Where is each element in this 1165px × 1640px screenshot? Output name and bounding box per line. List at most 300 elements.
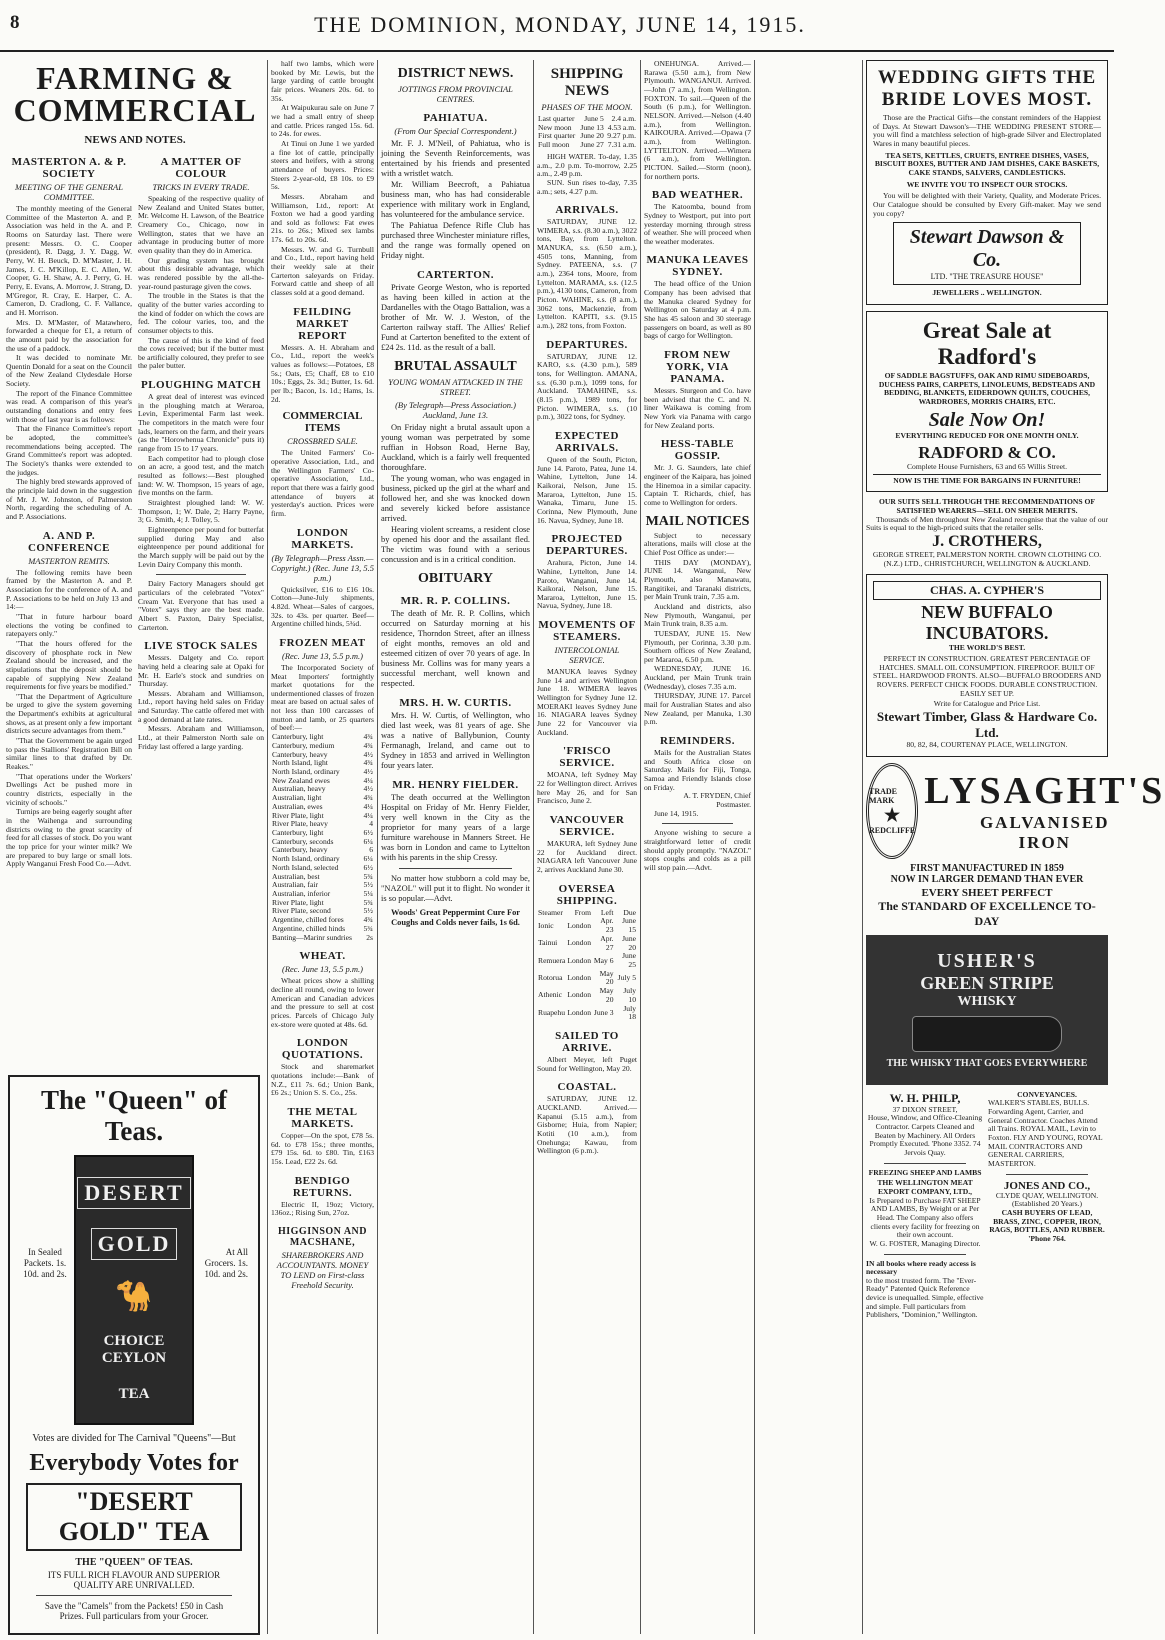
table-cell: June 15 xyxy=(622,916,636,935)
table-cell: 5½ xyxy=(363,906,373,916)
article-body: Albert Meyer, left Puget Sound for Wellington, May 20. xyxy=(537,1054,637,1073)
table-cell: Ruapehu xyxy=(538,1007,565,1017)
whisky-bottle-icon xyxy=(912,1016,1062,1052)
article-title: SAILED TO ARRIVE. xyxy=(555,1029,619,1054)
table-cell: May 20 xyxy=(599,986,614,1004)
classified-right xyxy=(988,1091,1106,1320)
paragraph: Our grading system has brought about this desirable advantage, which was rendered possible by the all-the-year-round pasturage given the cows. xyxy=(138,255,264,291)
article-body: MOANA, left Sydney May 22 for Wellington direct. Arrives here May 26, and for San Francisco, June 2. xyxy=(537,770,637,806)
lysaght-claims xyxy=(866,863,1108,929)
tea-ad-left-note: In Sealed Packets. 1s. 10d. and 2s. xyxy=(23,1247,67,1279)
logo-text: Stewart Dawson & Co. xyxy=(909,226,1065,272)
section-title: SHIPPING NEWS xyxy=(550,66,624,99)
ad-address: Complete House Furnishers, 63 and 65 Willis Street. xyxy=(906,462,1068,472)
article-body xyxy=(381,139,530,261)
table-cell: Argentine, chilled hinds xyxy=(272,923,346,933)
article-body: Mails for the Australian States and South Africa close on Saturday. Mails for Fiji, Tonga, Samoa and Friendly Islands close on Friday. xyxy=(644,748,751,792)
ad-brand: USHER'S xyxy=(937,950,1037,973)
article-body: Messrs. Sturgeon and Co. have been advised that the C. and N. liner Waikawa is coming from New York via Panama with cargo for New Zealand ports. xyxy=(644,386,751,430)
table-cell: 2.4 a.m. xyxy=(611,114,636,123)
ad-footer: NOW IS THE TIME FOR BARGAINS IN FURNITURE! xyxy=(873,474,1101,486)
shipping-mail-column xyxy=(644,60,751,1634)
paragraph: half two lambs, which were booked by Mr. Lewis, but the large yarding of cattle brought fair prices. Weaners 20s. 6d. to 35s. xyxy=(271,59,374,103)
article-title: FEILDING MARKET REPORT xyxy=(293,305,352,342)
table-cell: 5½ xyxy=(363,880,373,890)
article-body: Queen of the South, Picton, June 14. Paroto, Patea, June 14. Wahine, Lyttelton, June 14. Kaikorai, Nelson, June 15. Mararoa, Lyttelton, June 15. Wanaka, Timaru, June 15. Corinna, New Plymouth, June 16. Navua, Sydney, June 18. xyxy=(537,454,637,525)
article-body xyxy=(381,423,530,565)
paragraph: THIS DAY (MONDAY), JUNE 14. Wanganui, New Plymouth, also Manawatu, Rangitikei, and Taranaki districts, per Main Trunk train, 7.35 a.m. xyxy=(644,557,751,602)
tea-ad-everybody: Everybody Votes for xyxy=(29,1450,239,1476)
frozen-meat-table xyxy=(271,733,374,942)
table-cell: Remuera xyxy=(538,955,566,965)
buffalo-incubators-ad xyxy=(866,574,1108,756)
article-title: BRUTAL ASSAULT xyxy=(394,359,517,374)
table-cell: Australian, light xyxy=(272,793,322,803)
table-cell: 6¼ xyxy=(363,836,373,846)
article-body xyxy=(644,532,751,727)
packet-word: DESERT xyxy=(77,1177,190,1209)
table-cell: 2s xyxy=(366,932,373,942)
article-title: ARRIVALS. xyxy=(555,204,619,217)
table-cell: Full moon xyxy=(538,140,570,150)
telegraph-note: (By Telegraph—Press Association.) Auckland, June 13. xyxy=(395,400,516,420)
table-cell: Last quarter xyxy=(538,114,575,123)
ad-top: CHAS. A. CYPHER'S xyxy=(873,581,1101,600)
ad-address: 37 DIXON STREET, xyxy=(892,1104,958,1114)
ad-signature: W. G. FOSTER, Managing Director. xyxy=(869,1238,981,1248)
article-body: Quicksilver, £16 to £16 10s. Cotton—June-July shipments, 4.82d. Wheat—Sales of cargoes, 32s. to 43s. per quarter. Beef—Argentine chilled hinds, 5¾d. xyxy=(271,584,374,629)
article-title: VANCOUVER SERVICE. xyxy=(549,814,625,838)
article-body: The death occurred at the Wellington Hospital on Friday of Mr. Henry Fielder, very well known in the City as the proprietor for many years of a large furniture warehouse in Manners Street. He was born in London and came to Lyttelton with his parents in the ship Cressy. xyxy=(381,793,530,862)
ad-firm: THE WELLINGTON MEAT EXPORT COMPANY, LTD., xyxy=(877,1178,973,1196)
table-cell: Apr. 23 xyxy=(600,916,614,935)
table-row xyxy=(537,141,637,150)
table-cell: Canterbury, medium xyxy=(272,740,335,750)
article-title: THE METAL MARKETS. xyxy=(287,1105,358,1130)
oversea-shipping-table xyxy=(537,909,637,1022)
stewart-dawson-logo xyxy=(893,222,1081,285)
ad-firm: W. H. PHILP, xyxy=(889,1090,961,1105)
article-body: MAKURA, left Sydney June 22 for Auckland direct. NIAGARA left Vancouver June 2, arrives Auckland June 30. xyxy=(537,839,637,874)
page-number: 8 xyxy=(10,12,20,33)
paragraph: Eighteenpence per pound for butterfat supplied during May and also eighteenpence per pound additional for the March supply will be paid out by the Levin Dairy Company this month. xyxy=(138,524,264,569)
article-title: MAIL NOTICES xyxy=(645,513,750,529)
article-subtitle: PHASES OF THE MOON. xyxy=(541,102,633,112)
obituary-name: MR. R. P. COLLINS. xyxy=(400,595,511,607)
ad-line: EVERY SHEET PERFECT xyxy=(921,886,1053,899)
paragraph: "That the Government be again urged to pass the Stallions' Registration Bill on similar lines to that drafted by Dr. Reakes." xyxy=(6,736,132,772)
paragraph: The highly bred stewards approved of the principle laid down in the suggestion of Mr. J. W. Johnston, of Palmerston North, regarding the scheduling of A. and P. Associations. xyxy=(6,477,132,521)
desert-gold-tea-ad xyxy=(8,1075,260,1635)
article-title: DEPARTURES. xyxy=(546,338,628,351)
ad-headline: FREEZING SHEEP AND LAMBS xyxy=(868,1167,982,1177)
paragraph: Subject to necessary alterations, mails will close at the Chief Post Office as under:— xyxy=(644,530,751,557)
table-cell: 5¾ xyxy=(363,923,373,933)
ad-firm: JONES AND CO., xyxy=(1003,1179,1091,1192)
tea-ad-tagline: THE "QUEEN" OF TEAS. xyxy=(75,1557,193,1568)
table-cell: London xyxy=(567,1007,592,1017)
article-subtitle: (Rec. June 13, 5.5 p.m.) xyxy=(282,650,363,661)
article-body: Mr. J. G. Saunders, late chief engineer of the Kaipara, has joined the Hinemoa in a similar capacity. Captain T. Richards, chief, has come to Wellington for orders. xyxy=(644,463,751,507)
packet-word: TEA xyxy=(118,1386,150,1403)
classified-left xyxy=(866,1091,984,1320)
paragraph: WEDNESDAY, JUNE 16. Auckland, per Main Trunk train (Wednesday), closes 7.35 a.m. xyxy=(644,664,751,691)
table-row xyxy=(537,1005,637,1022)
table-cell: Athenic xyxy=(538,990,563,1000)
advertisement-text: Woods' Great Peppermint Cure For Coughs and Colds never fails, 1s 6d. xyxy=(390,908,521,927)
table-cell: July 18 xyxy=(623,1003,636,1022)
paragraph: Auckland and districts, also New Plymouth, Wanganui, per Main Trunk train, 8.35 a.m. xyxy=(644,601,751,629)
ad-body: WALKER'S STABLES, BULLS. Forwarding Agent, Carrier, and General Contractor. Coaches Attend all Trains. ROYAL MAIL, Levin to Foxton. FLY AND YOUNG, ROYAL MAIL CONTRACTORS AND GENERAL CARRIERS, MASTERTON. xyxy=(988,1098,1103,1168)
paragraph: The Pahiatua Defence Rifle Club has purchased three Winchester miniature rifles, and the range was formally opened on Friday night. xyxy=(381,221,530,260)
table-cell: River Plate, second xyxy=(272,906,331,916)
table-cell: July 5 xyxy=(617,973,636,983)
market-reports-column xyxy=(271,60,374,1634)
table-cell: Australian, ewes xyxy=(272,801,323,811)
article-title: A MATTER OF COLOUR xyxy=(160,156,242,180)
table-cell: Canterbury, heavy xyxy=(272,749,328,759)
article-body: Messrs. A. H. Abraham and Co., Ltd., report the week's values as follows:—Potatoes, £8 5s.; Oats, £5; Chaff, £8 to £10 10s.; Eggs, 2s. 3d.; Butter, 1s. 6d. per lb.; Bacon, 1s. 1d.; Hams, 1s. 2d. xyxy=(271,342,374,404)
paragraph: Messrs. W. and G. Turnbull and Co., Ltd., report having held their weekly sale at their Carterton saleyards on Friday. Forward cattle and sheep of all classes sold at a good demand. xyxy=(271,244,374,298)
ad-call: Write for Catalogue and Price List. xyxy=(933,699,1041,709)
table-cell: 4½ xyxy=(363,766,373,776)
article-title: LIVE STOCK SALES xyxy=(144,640,258,653)
article-title: EXPECTED ARRIVALS. xyxy=(555,429,619,454)
farming-section xyxy=(6,60,264,1060)
table-cell: North Island, ordinary xyxy=(272,766,340,776)
ad-items: TEA SETS, KETTLES, CRUETS, ENTREE DISHES, VASES, BISCUIT BOXES, BUTTER AND JAM DISHES, CAKE BASKETS, CAKE STANDS, SALVERS, CANDLESTICKS. xyxy=(874,150,1100,177)
logo-sub: LTD. "THE TREASURE HOUSE" xyxy=(930,272,1044,282)
ad-subhead: IRON xyxy=(1018,832,1071,852)
advertisement-text: Anyone wishing to secure a straightforward letter of credit should apply promptly. "NAZOL" stops coughs and colds as a pill will stop pain.—Advt. xyxy=(644,828,751,872)
paragraph: "That the Department of Agriculture be urged to give the system governing the Department's exhibits at agricultural shows, as at present only a few important districts secure advantages from them." xyxy=(6,691,132,736)
section-title: FARMING & COMMERCIAL xyxy=(13,60,257,128)
article-body: The Incorporated Society of Meat Importers' fortnightly market quotations for the undermentioned classes of frozen meat are based on actual sales of not less than 100 carcasses of mutton and lamb, or 25 quarters of beef:— xyxy=(271,662,374,733)
table-cell: London xyxy=(567,938,592,948)
table-cell: 4 xyxy=(369,819,373,829)
table-cell: Ionic xyxy=(538,920,554,930)
paragraph: "That in future harbour board elections the voting be confined to ratepayers only." xyxy=(6,611,132,639)
farming-columns xyxy=(6,148,264,870)
table-cell: 4¾ xyxy=(363,732,373,742)
column-rule xyxy=(533,60,534,1634)
article-body xyxy=(138,195,264,371)
table-cell: 6¼ xyxy=(363,854,373,864)
article-title: 'FRISCO SERVICE. xyxy=(559,745,615,770)
table-cell: June 27 xyxy=(580,140,604,150)
table-cell: 4¼ xyxy=(363,775,373,785)
table-cell: 5¾ xyxy=(363,897,373,907)
ad-items: OF SADDLE BAGSTUFFS, OAK AND RIMU SIDEBOARDS, DUCHESS PAIRS, CARPETS, LINOLEUMS, BEDSTEADS AND BEDDING, BLANKETS, EIDERDOWN QUILTS, COUCHES, WARDROBES, MORRIS CHAIRS, ETC. xyxy=(878,370,1096,406)
ad-invite: WE INVITE YOU TO INSPECT OUR STOCKS. xyxy=(906,179,1068,189)
camel-icon: 🐪 xyxy=(115,1279,153,1313)
table-cell: 4¼ xyxy=(363,810,373,820)
table-row xyxy=(537,987,637,1004)
divider xyxy=(399,868,512,869)
paragraph: It was decided to nominate Mr. Quentin Donald for a seat on the Council of the New Zealand Clydesdale Horse Society. xyxy=(6,353,132,389)
paragraph: The report of the Finance Committee was read. A comparison of this year's outstanding donations and entry fees with those of last year is as follows: xyxy=(6,388,132,424)
article-body: ONEHUNGA. Arrived.—Rarawa (5.50 a.m.), from New Plymouth. WANGANUI. Arrived.—John (7 a.m.), from Wellington. FOXTON. To sail.—Queen of the South (6 p.m.), for Wellington. NELSON. Arrived.—Nelson (4.40 a.m.), from Wellington. KAIKOURA. Arrived.—Opawa (7 a.m.), from Wellington. LYTTELTON. Arrived.—Wimera (6 a.m.), from Wellington. PICTON. Sailed.—Storm (noon), for northern ports. xyxy=(644,59,751,181)
article-subtitle: (By Telegraph—Press Assn.—Copyright.) (Rec. June 13, 5.5 p.m.) xyxy=(271,552,374,583)
divider xyxy=(1006,1174,1088,1175)
table-cell: North Island, selected xyxy=(272,862,339,872)
table-row xyxy=(537,935,637,952)
table-cell: New moon xyxy=(538,122,572,132)
paragraph: Each competitor had to plough close on an acre, a good test, and the match resulted as follows:—Best ploughed land: W. W. Thompson, 15 years of age, five months on the farm. xyxy=(138,453,264,498)
table-cell: Argentine, chilled fores xyxy=(272,915,344,925)
ad-location: JEWELLERS .. WELLINGTON. xyxy=(932,288,1042,298)
table-cell: 4¾ xyxy=(363,793,373,803)
paragraph: Hearing violent screams, a resident close by opened his door and the assailant fled. The victim was found with a serious concussion and is in a critical condition. xyxy=(381,525,530,564)
obituary-name: MR. HENRY FIELDER. xyxy=(392,779,519,791)
seal-text: TRADE MARK xyxy=(869,786,898,805)
paragraph: "That operations under the Workers' Dwellings Act be pushed more in country districts, especially in the vicinity of schools." xyxy=(6,771,132,807)
ad-body: CASH BUYERS OF LEAD, BRASS, ZINC, COPPER, IRON, RAGS, BOTTLES, AND RUBBER. 'Phone 764. xyxy=(989,1207,1105,1243)
table-row xyxy=(537,970,637,987)
table-cell: June 20 xyxy=(622,933,636,952)
date-line: June 14, 1915. xyxy=(654,808,699,818)
article-title: MASTERTON A. & P. SOCIETY xyxy=(11,156,127,180)
table-cell: Australian, heavy xyxy=(272,784,326,794)
ad-subhead: GALVANISED xyxy=(979,812,1110,832)
ad-firm: J. CROTHERS, xyxy=(932,533,1042,551)
wedding-gifts-ad xyxy=(866,60,1108,305)
article-title: COASTAL. xyxy=(557,1081,617,1094)
paragraph: Messrs. Abraham and Williamson, Ltd., report having held sales on Friday and Saturday. The cattle offered met with a good demand at late rates. xyxy=(138,688,264,724)
table-cell: From xyxy=(574,907,592,917)
ad-line: FIRST MANUFACTURED IN 1859 xyxy=(910,862,1064,874)
classified-ads xyxy=(866,1091,1108,1320)
article-body: Copper—On the spot, £78 5s. 6d. to £78 15s.; three months, £79 15s. 6d. to £80. Tin, £163 15s. Lead, £22 2s. 6d. xyxy=(271,1130,374,1166)
table-cell: Apr. 27 xyxy=(600,933,614,952)
table-cell: River Plate, light xyxy=(272,897,324,907)
tea-packet-image xyxy=(74,1155,194,1425)
table-cell: Australian, fair xyxy=(272,880,318,890)
article-title: LONDON QUOTATIONS. xyxy=(281,1037,364,1062)
paragraph: At Tinui on June 1 we yarded a fine lot of cattle, principally steers and heifers, with a strong attendance of buyers. Prices: Steers 2-year-old, £8 10s. to £9 5s. xyxy=(271,138,374,192)
advertisement-text: No matter how stubborn a cold may be, "NAZOL" will put it to flight. No wonder it is so popular.—Advt. xyxy=(381,874,530,903)
table-cell: 5¾ xyxy=(363,871,373,881)
correspondent-note: (From Our Special Correspondent.) xyxy=(394,126,517,136)
ad-body: PERFECT IN CONSTRUCTION. GREATEST PERCENTAGE OF HATCHES. SMALL OIL CONSUMPTION. FIREPROOF. BUILT OF STEEL. HARDWOOD FRONTS. ALSO—BUFFALO BROODERS AND ROVERS. PERFECT CHICK FOODS. DURABLE CONSTRUCTION. EASILY SET UP. xyxy=(873,654,1101,698)
ad-subhead: THE WORLD'S BEST. xyxy=(948,643,1026,653)
table-cell: River Plate, light xyxy=(272,810,324,820)
divider xyxy=(662,823,733,824)
table-cell: Canterbury, heavy xyxy=(272,845,328,855)
table-cell: 4¼ xyxy=(363,801,373,811)
article-body: Stock and sharemarket quotations include:—Bank of N.Z., £11 7s. 6d.; Union Bank, £6 2s.; Union S. S. Co., 25s. xyxy=(271,1062,374,1098)
divider xyxy=(884,1254,966,1255)
table-cell: 5¼ xyxy=(363,889,373,899)
lysaght-title-block xyxy=(924,769,1165,853)
article-title: OBITUARY xyxy=(418,571,493,586)
table-cell: London xyxy=(567,990,592,1000)
lysaght-ad xyxy=(866,763,1165,859)
ad-body: You will be delighted with their Variety, Quality, and Moderate Prices. Our Catalogue should be consulted by Every Gift-maker. May we send you copy? xyxy=(873,191,1101,218)
article-title: COMMERCIAL ITEMS xyxy=(282,410,363,435)
table-cell: 4¾ xyxy=(363,740,373,750)
article-title: MOVEMENTS OF STEAMERS. xyxy=(538,619,636,644)
radford-sale-ad xyxy=(866,311,1108,493)
article-subtitle: YOUNG WOMAN ATTACKED IN THE STREET. xyxy=(388,377,523,397)
signature: A. T. FRYDEN, Chief Postmaster. xyxy=(683,791,751,809)
tea-ad-tagline: ITS FULL RICH FLAVOUR AND SUPERIOR QUALITY ARE UNRIVALLED. xyxy=(47,1570,221,1590)
table-row xyxy=(537,917,637,934)
paragraph: THURSDAY, JUNE 17. Parcel mail for Australian States and also New Zealand, per Manuka, 1.30 p.m. xyxy=(644,691,751,727)
table-cell: New Zealand ewes xyxy=(272,775,330,785)
table-cell: June 5 xyxy=(584,114,604,123)
table-cell: 6½ xyxy=(363,862,373,872)
table-cell: Australian, inferior xyxy=(272,889,331,899)
masthead xyxy=(0,0,1114,52)
tea-ad-headline: The "Queen" of Teas. xyxy=(41,1085,227,1146)
ad-firm: RADFORD & CO. xyxy=(918,443,1056,463)
paragraph: The cause of this is the kind of feed the cows received; but if the butter must be artificially coloured, they prefer to see the paler butter. xyxy=(138,335,264,371)
ad-line: NOW IN LARGER DEMAND THAN EVER xyxy=(890,873,1084,885)
table-cell: Banting—Marinr sundries xyxy=(272,932,352,942)
paragraph: That the Finance Committee's report be adopted, the committee's recommendations being accepted. The Grand Committee's report was adopted. The Society's thanks were extended to the judges. xyxy=(6,424,132,477)
article-subtitle: MASTERTON REMITS. xyxy=(28,555,110,566)
table-cell: North Island, ordinary xyxy=(272,854,340,864)
advertisement-text: Dairy Factory Managers should get particulars of the celebrated "Votex" Cream Vat. Everyone that has used a "Votex" says they are the best made. Albert S. Paxton, Dairy Specialist, Carterton. xyxy=(138,579,264,632)
column-rule xyxy=(754,60,755,1634)
divider xyxy=(884,1163,966,1164)
table-cell: 6 xyxy=(369,845,373,855)
ad-headline: GREEN STRIPE xyxy=(920,973,1054,994)
article-title: WHEAT. xyxy=(299,950,346,963)
article-body: The Katoomba, bound from Sydney to Westport, put into port yesterday morning through stress of weather. She will proceed when the weather moderates. xyxy=(644,202,751,246)
ad-line: The STANDARD OF EXCELLENCE TO-DAY xyxy=(878,898,1096,928)
article-body: SATURDAY, JUNE 12. KARO, s.s. (4.30 p.m.), 589 tons, for Wellington. AMANA, s.s. (6.30 p.m.), 1099 tons, for Auckland. TAMAHINE, s.s. (8.15 p.m.), 1989 tons, for Picton. WIMERA, s.s. (10 p.m.), 3022 tons, for Sydney. xyxy=(537,351,637,422)
table-cell: North Island, light xyxy=(272,758,328,768)
article-title: FROM NEW YORK, VIA PANAMA. xyxy=(664,349,731,386)
article-body: Electric II, 19oz; Victory, 136oz.; Rising Sun, 27oz. xyxy=(271,1199,374,1218)
ad-headline: Great Sale at Radford's xyxy=(922,317,1052,369)
table-cell: 4½ xyxy=(363,749,373,759)
article-title: PLOUGHING MATCH xyxy=(140,379,262,392)
ad-headline: IN all books where ready access is necessary xyxy=(866,1258,976,1277)
table-cell: 7.31 a.m. xyxy=(607,140,636,150)
sun-times: SUN. Sun rises to-day, 7.35 a.m.; sets, 4.27 p.m. xyxy=(537,177,637,196)
table-cell: 4.53 a.m. xyxy=(607,122,636,132)
paragraph: Speaking of the respective quality of New Zealand and United States butter, Mr. Welcome H. Lawson, of the Beatrice Creamery Co., Chicago, now in Wellington, states that we have an advantage in producing butter of more even quality than they do in America. xyxy=(138,194,264,255)
ad-body: Is Prepared to Purchase FAT SHEEP AND LAMBS, By Weight or at Per Head. The Company also offers clients every facility for freezing on their own account. xyxy=(869,1195,981,1240)
crothers-ad xyxy=(866,498,1108,568)
usher-whisky-ad xyxy=(866,935,1108,1085)
table-cell: Due xyxy=(623,907,636,917)
district-news-column xyxy=(381,60,530,1634)
seal-text: REDCLIFFE xyxy=(869,825,916,835)
ad-address: GEORGE STREET, PALMERSTON NORTH. CROWN CLOTHING CO. (N.Z.) LTD., CHRISTCHURCH, WELLINGTON & AUCKLAND. xyxy=(872,550,1102,568)
table-cell: 9.27 p.m. xyxy=(607,131,636,141)
table-cell: May 20 xyxy=(599,968,614,987)
table-cell: June 25 xyxy=(622,951,636,969)
paragraph: Mr. F. J. M'Neil, of Pahiatua, who is joining the Seventh Reinforcements, was entertained by his friends and presented with a wristlet watch. xyxy=(381,139,530,178)
article-title: FROZEN MEAT xyxy=(279,636,366,649)
article-title: MANUKA LEAVES SYDNEY. xyxy=(646,254,749,279)
divider xyxy=(156,574,246,575)
table-cell: River Plate, heavy xyxy=(272,819,328,829)
paragraph: Mr. William Beecroft, a Pahiatua business man, who has had considerable experience with military work in England, has volunteered for the ambulance service. xyxy=(381,180,530,219)
tea-ad-divided: Votes are divided for The Carnival "Queens"—But xyxy=(32,1433,236,1444)
section-subhead: NEWS AND NOTES. xyxy=(84,134,186,146)
paragraph: Messrs. Abraham and Williamson, Ltd., report: At Foxton we had a good yarding and sold as follows: Fat ewes 21s. to 26s.; Mixed sex lambs 17s. 6d. to 20s. 6d. xyxy=(271,191,374,245)
ad-note: EVERYTHING REDUCED FOR ONE MONTH ONLY. xyxy=(895,430,1079,440)
ad-firm: Stewart Timber, Glass & Hardware Co. Ltd. xyxy=(876,709,1098,740)
table-cell: 4¾ xyxy=(363,915,373,925)
paragraph: Mrs. D. M'Master, of Matawhero, forwarded a cheque for £1, a return of the amount paid by the association for the use of a paddock. xyxy=(6,317,132,353)
article-subtitle: JOTTINGS FROM PROVINCIAL CENTRES. xyxy=(398,84,513,104)
table-cell: Steamer xyxy=(538,907,563,917)
newspaper-title: THE DOMINION, MONDAY, JUNE 14, 1915. xyxy=(314,12,806,37)
paragraph: On Friday night a brutal assault upon a young woman was perpetrated by some ruffian in Hobson Road, Herne Bay, Auckland, which is a fairly well frequented thoroughfare. xyxy=(381,423,530,472)
article-body: Mrs. H. W. Curtis, of Wellington, who died last week, was 81 years of age. She was a native of Ballybunion, County Fermanagh, Ireland, and came out to Sydney in 1853 and arrived in Wellington four years later. xyxy=(381,711,530,770)
table-cell: Canterbury, seconds xyxy=(272,836,334,846)
column-rule xyxy=(377,60,378,1634)
farming-right xyxy=(138,148,264,870)
article-body: Arahura, Picton, June 14. Wahine, Lyttelton, June 14. Paroto, Wanganui, June 14. Kaikorai, Nelson, June 15. Mararoa, Lyttelton, June 15. Navua, Sydney, June 18. xyxy=(537,558,637,611)
packet-word: GOLD xyxy=(91,1228,178,1260)
place-heading: CARTERTON. xyxy=(416,269,495,281)
table-cell: May 6 xyxy=(593,955,614,965)
ad-headline: LYSAGHT'S xyxy=(924,769,1165,812)
ad-headline: NEW BUFFALO INCUBATORS. xyxy=(921,602,1053,644)
article-title: PROJECTED DEPARTURES. xyxy=(546,533,628,558)
table-cell: First quarter xyxy=(538,131,576,141)
article-body xyxy=(138,393,264,569)
table-cell: June 3 xyxy=(593,1007,614,1017)
paragraph: "That the hours offered for the discovery of phosphate rock in New Zealand should be increased, and the stipulations that the deposit should be capable of supplying New Zealand requirements for five years be modified." xyxy=(6,638,132,692)
article-subtitle: (Rec. June 13, 5.5 p.m.) xyxy=(282,964,363,975)
table-cell: Australian, best xyxy=(272,871,320,881)
shipping-news-column xyxy=(537,60,637,1634)
table-cell: Canterbury, light xyxy=(272,828,324,837)
article-subtitle: TRICKS IN EVERY TRADE. xyxy=(152,182,250,192)
article-body xyxy=(6,569,132,869)
article-title: HESS-TABLE GOSSIP. xyxy=(660,438,735,463)
table-cell: Left xyxy=(600,907,614,917)
ad-body: House, Window, and Office-Cleaning Contractor. Carpets Cleaned and Beaten by Machinery. All Orders Promptly Executed. 'Phone 3352. 74 Jervois Quay. xyxy=(867,1113,983,1157)
article-body: The death of Mr. R. P. Collins, which occurred on Saturday morning at his residence, Thorndon Street, after an illness of eight months, removes an old and esteemed citizen of over 70 years of age. In business Mr. Collins was for many years a successful merchant, well known and respected. xyxy=(381,609,530,688)
paragraph: TUESDAY, JUNE 15. New Plymouth, per Corinna, 3.30 p.m. Southern offices of New Zealand, per Mararoa, 6.50 p.m. xyxy=(644,628,751,664)
table-cell: 4¾ xyxy=(363,758,373,768)
farming-left xyxy=(6,148,132,870)
packet-word: CHOICE CEYLON xyxy=(101,1333,167,1367)
ad-address: 80, 82, 84, COURTENAY PLACE, WELLINGTON. xyxy=(906,740,1068,749)
table-row xyxy=(271,934,374,943)
table-cell: Tainui xyxy=(538,938,558,948)
article-title: LONDON MARKETS. xyxy=(291,526,354,551)
paragraph: The following remits have been framed by the Masterton A. and P. Association for the conference of A. and P. Associations to be held on July 13 and 14:— xyxy=(6,567,132,612)
table-cell: July 10 xyxy=(623,986,636,1004)
article-title: OVERSEA SHIPPING. xyxy=(556,882,618,907)
table-cell: London xyxy=(567,920,592,930)
table-cell: Canterbury, light xyxy=(272,732,324,742)
article-body: The United Farmers' Co-operative Association, Ltd., and the Wellington Farmers' Co-operative Association, Ltd., report that there was a fairly good attendance of buyers at yesterday's auction. Prices were firm. xyxy=(271,448,374,518)
ad-body: Those are the Practical Gifts—the constant reminders of the Happiest of Days. At Stewart Dawson's—THE WEDDING PRESENT STORE—you will find a matchless selection of high-grade Silver and Electroplated Wares in many beautiful pieces. xyxy=(873,113,1101,148)
ad-callout: Sale Now On! xyxy=(928,408,1046,431)
ad-subhead: WHISKY xyxy=(957,994,1017,1010)
column-rule xyxy=(267,60,268,1634)
article-subtitle: INTERCOLONIAL SERVICE. xyxy=(554,645,620,666)
column-rule xyxy=(640,60,641,1634)
paragraph: The trouble in the States is that the quality of the butter varies according to the kind of fodder on which the cows are fed. The colour varies, too, and the consumer objects to this. xyxy=(138,291,264,335)
high-water: HIGH WATER. To-day, 1.35 a.m., 2.0 p.m. To-morrow, 2.25 a.m., 2.49 p.m. xyxy=(537,151,637,179)
table-cell: London xyxy=(567,955,592,965)
paragraph: At Waipukurau sale on June 7 we had a small entry of sheep and cattle. Prices ranged 15s. 6d. to 24s. for ewes. xyxy=(271,103,374,139)
paragraph: Turnips are being eagerly sought after in the Waihenga and surrounding districts owing to the great scarcity of feed for all classes of stock. Do you want the top price for your winter milk? We are prepared to buy large or small lots. Apply Wanganui Fresh Food Co.—Advt. xyxy=(6,807,132,869)
advertisement-title: HIGGINSON AND MACSHANE, xyxy=(277,1225,367,1248)
